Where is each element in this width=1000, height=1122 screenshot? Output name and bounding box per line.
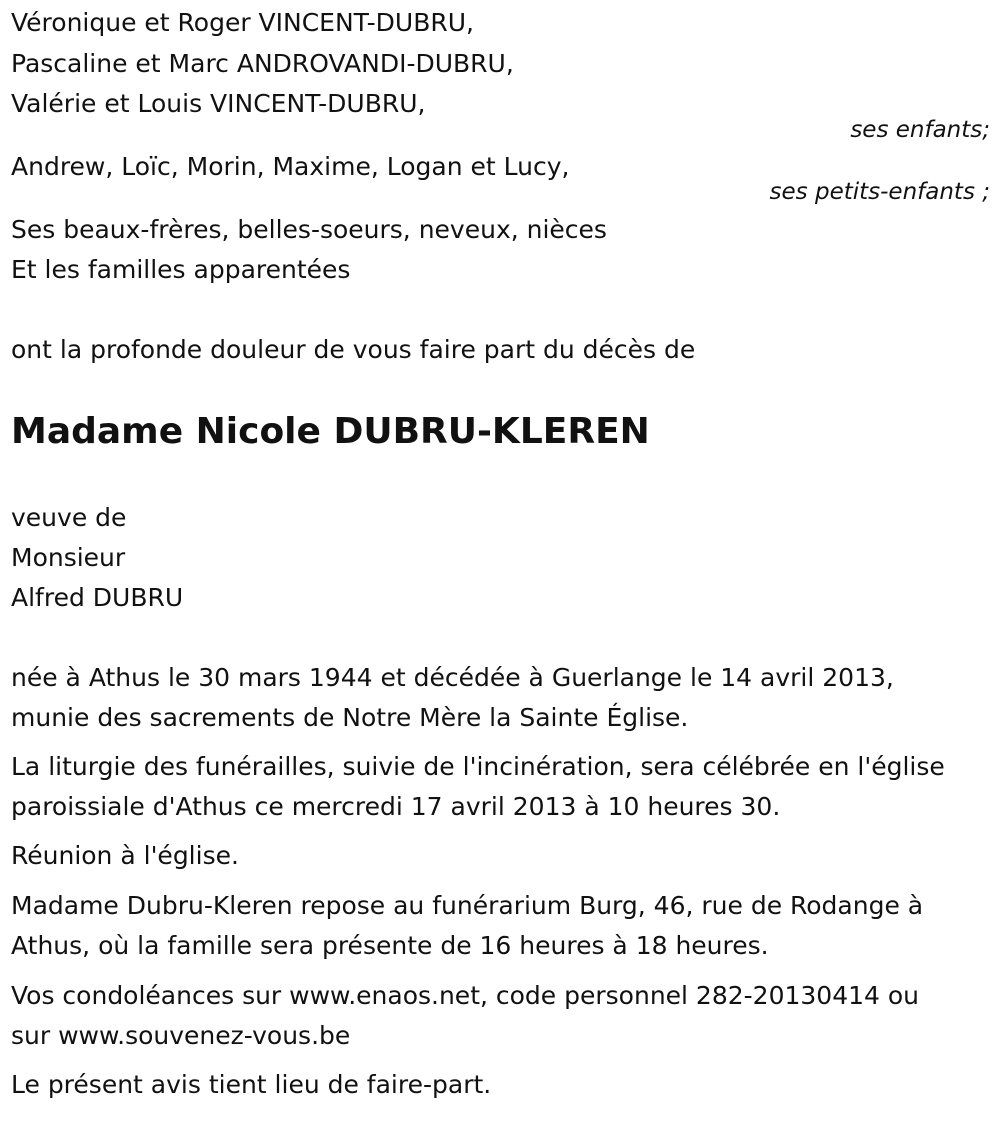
funerarium-line-1: Madame Dubru-Kleren repose au funérarium Burg, 46, rue de Rodange à [11,891,924,920]
deceased-name: Madame Nicole DUBRU-KLEREN [11,411,650,452]
grandchildren-line: Andrew, Loïc, Morin, Maxime, Logan et Lucy, [11,152,570,181]
condolences-line-1: Vos condoléances sur www.enaos.net, code personnel 282-20130414 ou [11,981,920,1010]
child-line-1: Véronique et Roger VINCENT-DUBRU, [11,8,474,37]
birth-death-line-2: munie des sacrements de Notre Mère la Sainte Église. [11,703,689,732]
liturgy-line-1: La liturgie des funérailles, suivie de l'incinération, sera célébrée en l'église [11,752,945,781]
child-line-2: Pascaline et Marc ANDROVANDI-DUBRU, [11,49,514,78]
children-label: ses enfants; [850,117,990,143]
child-line-3: Valérie et Louis VINCENT-DUBRU, [11,89,426,118]
notice-line: Le présent avis tient lieu de faire-part. [11,1070,492,1099]
widow-line-3: Alfred DUBRU [11,583,184,612]
widow-line-2: Monsieur [11,543,126,572]
meeting-line: Réunion à l'église. [11,841,239,870]
condolences-line-2: sur www.souvenez-vous.be [11,1021,351,1050]
relatives-line-2: Et les familles apparentées [11,255,351,284]
widow-line-1: veuve de [11,503,127,532]
relatives-line-1: Ses beaux-frères, belles-soeurs, neveux, nièces [11,215,607,244]
announcement-text: ont la profonde douleur de vous faire part du décès de [11,335,696,364]
birth-death-line-1: née à Athus le 30 mars 1944 et décédée à Guerlange le 14 avril 2013, [11,663,894,692]
grandchildren-label: ses petits-enfants ; [769,179,990,205]
funerarium-line-2: Athus, où la famille sera présente de 16 heures à 18 heures. [11,931,769,960]
liturgy-line-2: paroissiale d'Athus ce mercredi 17 avril 2013 à 10 heures 30. [11,792,781,821]
